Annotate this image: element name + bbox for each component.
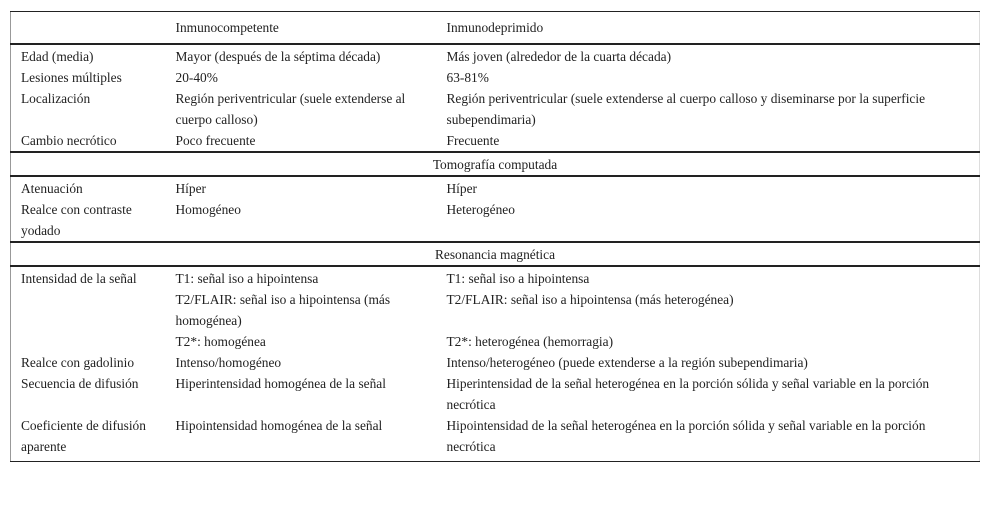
table-row: [11, 88, 980, 130]
row-label: Realce con gadolinio: [21, 355, 135, 370]
table-row: [11, 373, 980, 415]
immunocompetent-cell: Homogéneo: [175, 202, 241, 217]
immunocompetent-cell: Híper: [175, 181, 206, 196]
row-label: Localización: [21, 91, 91, 106]
row-label: Cambio necrótico: [21, 133, 117, 148]
immunodeficient-cell: Frecuente: [446, 133, 500, 148]
table-row: [11, 266, 980, 289]
table-row: [11, 352, 980, 373]
immunodeficient-cell: T2/FLAIR: señal iso a hipointensa (más heterogénea): [446, 292, 734, 307]
row-label: Intensidad de la señal: [21, 271, 137, 286]
comparison-table: [10, 11, 980, 462]
immunocompetent-cell: T2*: homogénea: [175, 334, 266, 349]
row-label: [11, 331, 166, 352]
table-row: [11, 176, 980, 199]
immunocompetent-cell: Hiperintensidad homogénea de la señal: [175, 376, 386, 391]
table-row: [11, 130, 980, 152]
immunocompetent-cell: 20-40%: [175, 70, 218, 85]
row-label: Realce con contraste yodado: [21, 202, 132, 238]
immunodeficient-cell: Región periventricular (suele extenderse al cuerpo calloso y diseminarse por la superficie subependimaria): [446, 91, 926, 127]
row-label: Edad (media): [21, 49, 94, 64]
table-row: [11, 67, 980, 88]
immunodeficient-cell: Intenso/heterogéneo (puede extenderse a la región subependimaria): [446, 355, 808, 370]
section-title: Tomografía computada: [11, 152, 980, 176]
immunodeficient-cell: 63-81%: [446, 70, 489, 85]
immunocompetent-cell: Región periventricular (suele extenderse al cuerpo calloso): [175, 91, 406, 127]
immunocompetent-cell: T2/FLAIR: señal iso a hipointensa (más homogénea): [175, 292, 391, 328]
header-cell: Inmunodeprimido: [437, 12, 980, 45]
immunodeficient-cell: T1: señal iso a hipointensa: [446, 271, 590, 286]
row-label: Atenuación: [21, 181, 83, 196]
header-cell: Inmunocompetente: [166, 12, 437, 45]
immunodeficient-cell: Hipointensidad de la señal heterogénea en la porción sólida y señal variable en la porción necrótica: [437, 415, 980, 462]
section-header-row: [11, 242, 980, 266]
immunodeficient-cell: Heterogéneo: [446, 202, 515, 217]
immunocompetent-cell: Hipointensidad homogénea de la señal: [166, 415, 437, 462]
row-label: Secuencia de difusión: [21, 376, 139, 391]
row-label: [11, 289, 166, 331]
table-row: [11, 199, 980, 242]
immunodeficient-cell: Más joven (alrededor de la cuarta década): [446, 49, 672, 64]
table-row: [11, 289, 980, 331]
immunodeficient-cell: Hiperintensidad de la señal heterogénea en la porción sólida y señal variable en la porción necrótica: [446, 376, 930, 412]
table-row: [11, 44, 980, 67]
row-label: Lesiones múltiples: [21, 70, 122, 85]
table-header-row: [11, 12, 980, 45]
immunocompetent-cell: T1: señal iso a hipointensa: [175, 271, 319, 286]
immunocompetent-cell: Intenso/homogéneo: [175, 355, 282, 370]
row-label: Coeficiente de difusión aparente: [11, 415, 166, 462]
immunocompetent-cell: Poco frecuente: [175, 133, 256, 148]
table-row: [11, 331, 980, 352]
section-title: Resonancia magnética: [11, 242, 980, 266]
table-row: [11, 415, 980, 462]
immunodeficient-cell: Híper: [446, 181, 477, 196]
header-cell: [11, 12, 166, 45]
immunodeficient-cell: T2*: heterogénea (hemorragia): [446, 334, 614, 349]
immunocompetent-cell: Mayor (después de la séptima década): [175, 49, 381, 64]
section-header-row: [11, 152, 980, 176]
